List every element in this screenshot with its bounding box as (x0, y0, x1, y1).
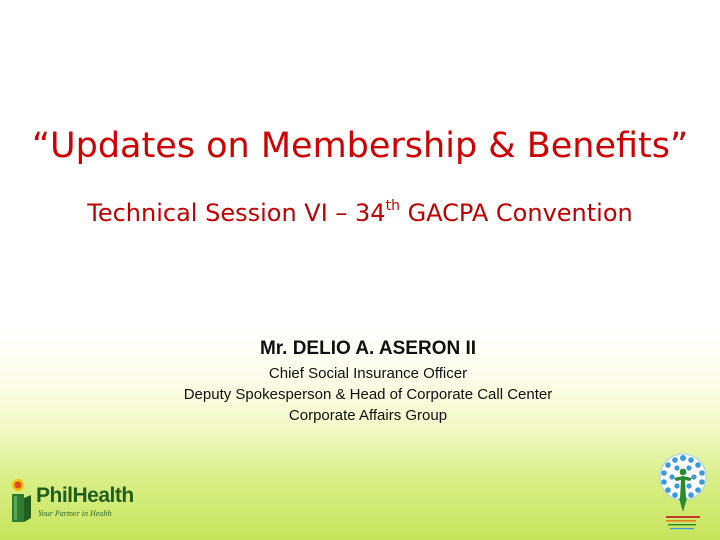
speaker-role: Chief Social Insurance Officer (268, 365, 468, 382)
subtitle-superscript: th (385, 198, 400, 214)
subtitle-prefix: Technical Session VI – 34 (87, 199, 386, 227)
globe-figure-emblem-icon (652, 452, 714, 536)
speaker-role: Corporate Affairs Group (288, 407, 448, 424)
philhealth-logo-text: PhilHealth (36, 484, 134, 507)
philhealth-logo (8, 478, 168, 526)
speaker-role: Deputy Spokesperson & Head of Corporate Call Center (183, 386, 553, 403)
speaker-roles (0, 363, 720, 426)
speaker-name: Mr. DELIO A. ASERON II (259, 338, 477, 359)
slide-title: “Updates on Membership & Benefits” (31, 126, 689, 166)
philhealth-tagline: Your Partner in Health (38, 509, 112, 518)
subtitle-suffix: GACPA Convention (399, 199, 633, 227)
philhealth-logo-icon (8, 478, 34, 524)
slide-subtitle (0, 196, 720, 230)
